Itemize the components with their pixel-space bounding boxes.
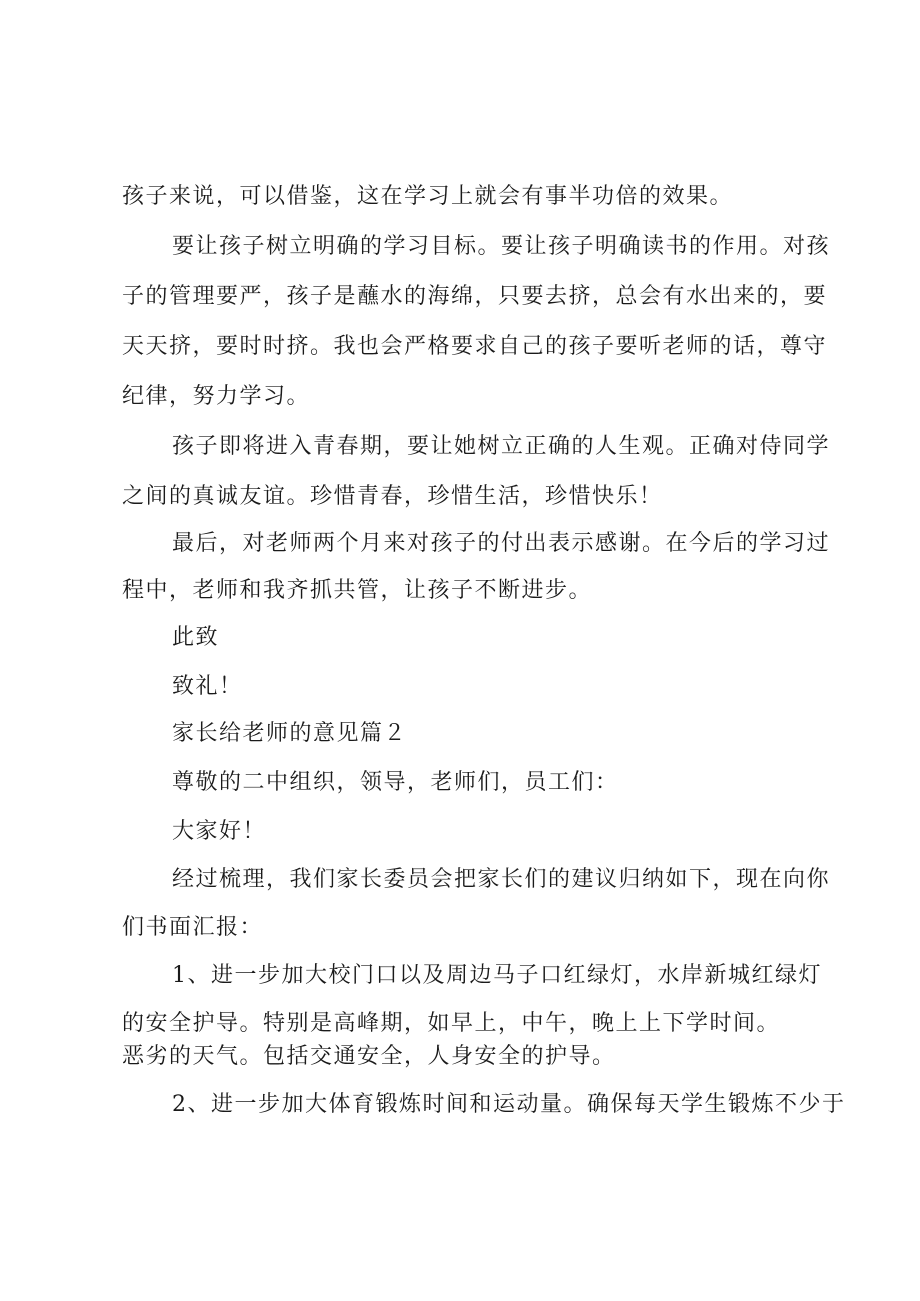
paragraph-line: 们书面汇报： <box>122 915 264 940</box>
list-item-line: 1、进一步加大校门口以及周边马子口红绿灯，水岸新城红绿灯 <box>172 963 822 988</box>
list-item-line: 恶劣的天气。包括交通安全，人身安全的护导。 <box>122 1044 616 1069</box>
closing-line: 致礼！ <box>172 674 243 699</box>
section-heading: 家长给老师的意见篇２ <box>172 721 408 746</box>
list-item-line: 的安全护导。特别是高峰期，如早上，中午，晚上上下学时间。 <box>122 1011 781 1036</box>
paragraph-line: 天天挤，要时时挤。我也会严格要求自己的孩子要听老师的话，尊守 <box>122 334 828 359</box>
paragraph-line: 要让孩子树立明确的学习目标。要让孩子明确读书的作用。对孩 <box>172 234 831 259</box>
paragraph-line: 纪律，努力学习。 <box>122 384 311 409</box>
paragraph-line: 子的管理要严，孩子是蘸水的海绵，只要去挤，总会有水出来的，要 <box>122 284 828 309</box>
paragraph-line: 孩子来说，可以借鉴，这在学习上就会有事半功倍的效果。 <box>122 184 734 209</box>
paragraph-line: 孩子即将进入青春期，要让她树立正确的人生观。正确对侍同学 <box>172 434 831 459</box>
list-item-line: 2、进一步加大体育锻炼时间和运动量。确保每天学生锻炼不少于 <box>172 1092 846 1117</box>
salutation: 尊敬的二中组织，领导，老师们，员工们： <box>172 770 619 795</box>
paragraph-line: 经过梳理，我们家长委员会把家长们的建议归纳如下，现在向你 <box>172 867 831 892</box>
closing-line: 此致 <box>172 625 220 650</box>
paragraph-line: 程中，老师和我齐抓共管，让孩子不断进步。 <box>122 578 593 603</box>
paragraph-line: 最后，对老师两个月来对孩子的付出表示感谢。在今后的学习过 <box>172 531 831 556</box>
paragraph-line: 之间的真诚友谊。珍惜青春，珍惜生活，珍惜快乐！ <box>122 484 663 509</box>
greeting: 大家好！ <box>172 819 267 844</box>
